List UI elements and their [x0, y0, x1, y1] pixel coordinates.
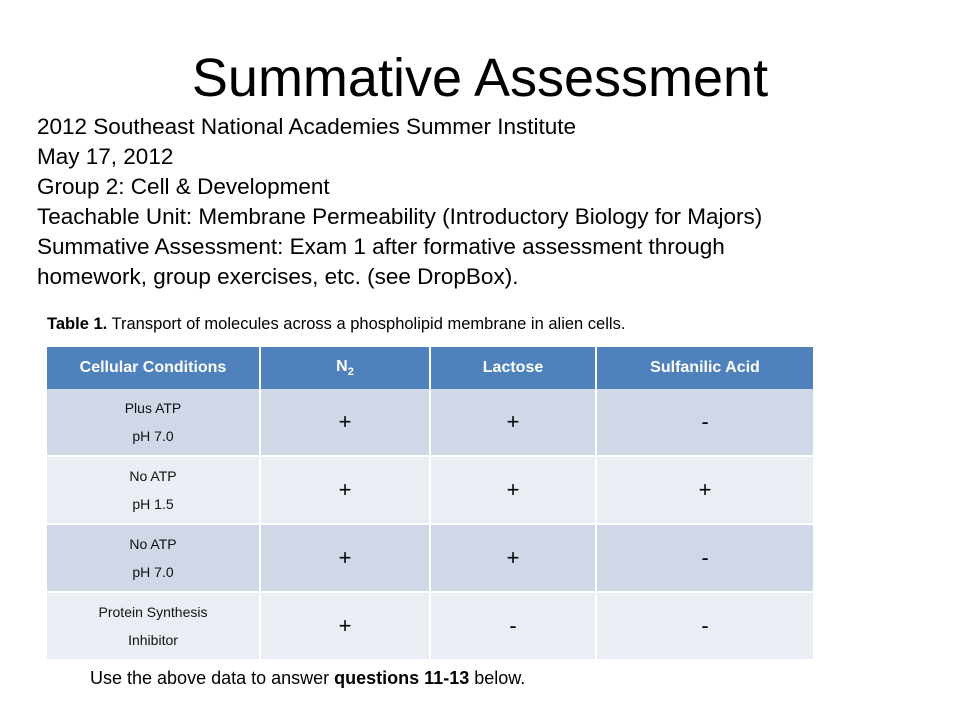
- sulfanilic-cell: +: [596, 456, 813, 524]
- table-caption-label: Table 1.: [47, 315, 108, 333]
- transport-table: [47, 347, 813, 661]
- n2-cell: +: [260, 592, 430, 660]
- condition-line-2: pH 7.0: [132, 428, 174, 444]
- info-line-institute: 2012 Southeast National Academies Summer Institute: [37, 114, 577, 139]
- lactose-cell: +: [430, 524, 596, 592]
- lactose-cell: +: [430, 456, 596, 524]
- info-line-group: Group 2: Cell & Development: [37, 174, 330, 199]
- info-line-unit: Teachable Unit: Membrane Permeability (Introductory Biology for Majors): [37, 204, 763, 229]
- condition-line-1: No ATP: [129, 536, 177, 552]
- n2-cell: +: [260, 524, 430, 592]
- info-line-assessment: Summative Assessment: Exam 1 after formative assessment through: [37, 234, 725, 259]
- footer-questions: questions 11-13: [334, 668, 470, 688]
- condition-cell: [47, 456, 260, 524]
- table-header-row: [47, 347, 813, 389]
- sulfanilic-cell: -: [596, 389, 813, 456]
- header-cellular-conditions: Cellular Conditions: [47, 347, 260, 389]
- n2-cell: +: [260, 456, 430, 524]
- condition-line-2: Inhibitor: [128, 632, 178, 648]
- info-line-assessment-cont: homework, group exercises, etc. (see DropBox).: [37, 264, 519, 289]
- condition-line-2: pH 1.5: [132, 496, 174, 512]
- condition-cell: [47, 524, 260, 592]
- header-lactose: Lactose: [430, 347, 596, 389]
- table-row: [47, 592, 813, 660]
- header-n2: [260, 347, 430, 389]
- condition-cell: [47, 592, 260, 660]
- table-row: [47, 389, 813, 456]
- sulfanilic-cell: -: [596, 524, 813, 592]
- info-line-date: May 17, 2012: [37, 144, 174, 169]
- condition-cell: [47, 389, 260, 456]
- header-sulfanilic-acid: Sulfanilic Acid: [596, 347, 813, 389]
- header-n2-base: N: [336, 357, 348, 375]
- table-caption: [47, 312, 625, 336]
- footer-text-before: Use the above data to answer: [90, 668, 335, 688]
- condition-line-2: pH 7.0: [132, 564, 174, 580]
- condition-line-1: Protein Synthesis: [98, 604, 208, 620]
- footer-text-after: below.: [469, 668, 526, 688]
- table-caption-text: Transport of molecules across a phospholipid membrane in alien cells.: [107, 315, 626, 333]
- header-n2-subscript: 2: [347, 366, 354, 379]
- slide-title: Summative Assessment: [191, 48, 769, 108]
- table-row: [47, 524, 813, 592]
- condition-line-1: No ATP: [129, 468, 177, 484]
- n2-cell: +: [260, 389, 430, 456]
- footer-instruction: [90, 666, 525, 690]
- table-row: [47, 456, 813, 524]
- condition-line-1: Plus ATP: [124, 400, 182, 416]
- sulfanilic-cell: -: [596, 592, 813, 660]
- lactose-cell: -: [430, 592, 596, 660]
- assessment-info: [37, 112, 937, 292]
- lactose-cell: +: [430, 389, 596, 456]
